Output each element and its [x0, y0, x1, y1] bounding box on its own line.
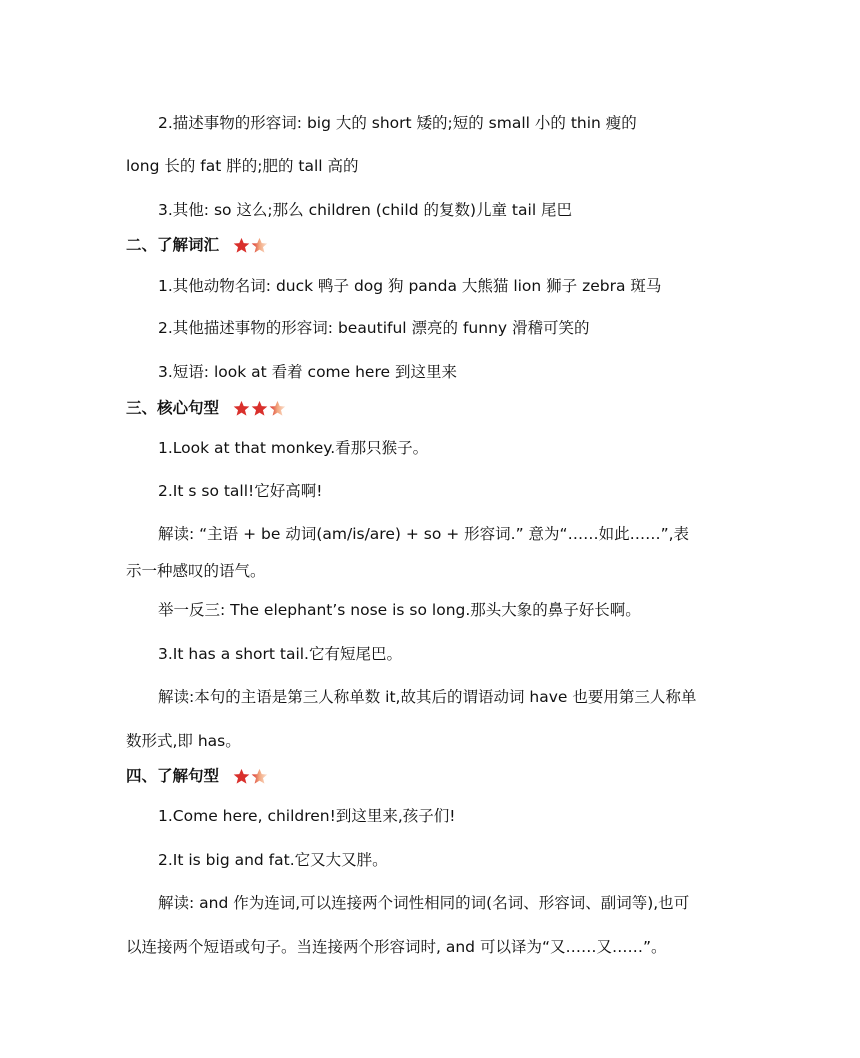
text-line: 2.It is big and fat.它又大又胖。 — [158, 851, 388, 869]
text-line: 3.短语: look at 看着 come here 到这里来 — [158, 363, 457, 381]
section-heading-label: 三、核心句型 — [126, 399, 220, 417]
text-line: 举一反三: The elephant’s nose is so long.那头大象的鼻子好长啊。 — [158, 601, 641, 619]
star-icon — [233, 237, 250, 254]
difficulty-rating — [233, 400, 286, 417]
star-icon — [233, 768, 250, 785]
text-line: 1.Come here, children!到这里来,孩子们! — [158, 807, 456, 825]
text-line: 2.其他描述事物的形容词: beautiful 漂亮的 funny 滑稽可笑的 — [158, 319, 590, 337]
text-line: 3.It has a short tail.它有短尾巴。 — [158, 645, 402, 663]
text-line: 1.Look at that monkey.看那只猴子。 — [158, 439, 429, 457]
text-line: 2.描述事物的形容词: big 大的 short 矮的;短的 small 小的 thin 瘦的 — [158, 114, 637, 132]
text-line: 示一种感叹的语气。 — [126, 562, 266, 580]
difficulty-rating — [233, 768, 268, 785]
star-half-icon — [251, 237, 268, 254]
text-line: 解读:本句的主语是第三人称单数 it,故其后的谓语动词 have 也要用第三人称单 — [158, 688, 697, 706]
text-line: 3.其他: so 这么;那么 children (child 的复数)儿童 tail 尾巴 — [158, 201, 573, 219]
star-icon — [251, 400, 268, 417]
section-heading — [126, 398, 286, 418]
text-line: 数形式,即 has。 — [126, 732, 241, 750]
section-heading-label: 二、了解词汇 — [126, 236, 220, 254]
text-line: 解读: “主语 + be 动词(am/is/are) + so + 形容词.” 意为“……如此……”,表 — [158, 525, 690, 543]
section-heading — [126, 766, 268, 786]
star-half-icon — [269, 400, 286, 417]
star-half-icon — [251, 768, 268, 785]
text-line: 2.It s so tall!它好高啊! — [158, 482, 323, 500]
text-line: long 长的 fat 胖的;肥的 tall 高的 — [126, 157, 359, 175]
text-line: 解读: and 作为连词,可以连接两个词性相同的词(名词、形容词、副词等),也可 — [158, 894, 690, 912]
section-heading — [126, 235, 268, 255]
section-heading-label: 四、了解句型 — [126, 767, 220, 785]
text-line: 以连接两个短语或句子。当连接两个形容词时, and 可以译为“又……又……”。 — [126, 938, 667, 956]
text-line: 1.其他动物名词: duck 鸭子 dog 狗 panda 大熊猫 lion 狮子 zebra 斑马 — [158, 277, 662, 295]
star-icon — [233, 400, 250, 417]
difficulty-rating — [233, 237, 268, 254]
